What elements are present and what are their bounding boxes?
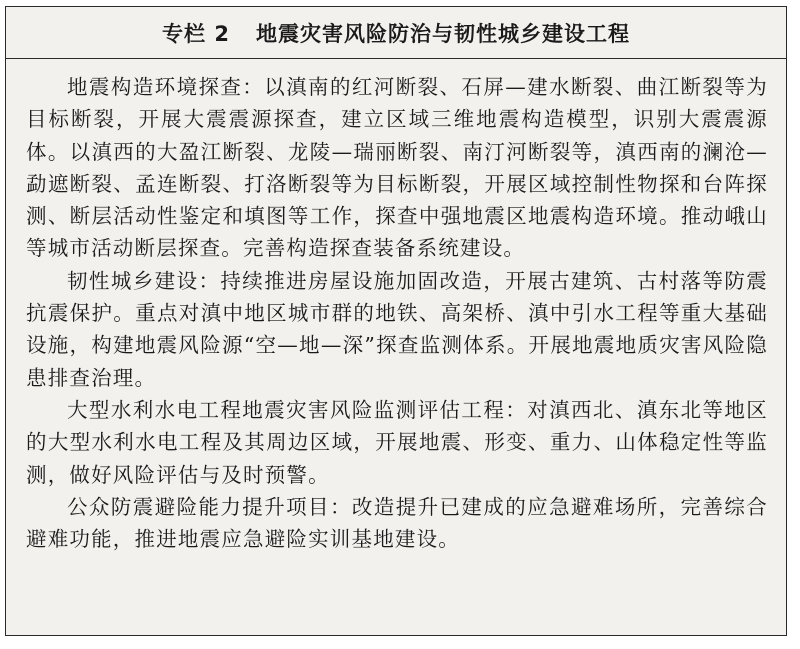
column-box bbox=[5, 6, 787, 636]
column-body bbox=[6, 59, 786, 555]
column-label: 专栏 2 bbox=[162, 21, 230, 46]
paragraph-seismic-survey: 地震构造环境探查：以滇南的红河断裂、石屏—建水断裂、曲江断裂等为目标断裂，开展大震震源探查，建立区域三维地震构造模型，识别大震震源体。以滇西的大盈江断裂、龙陵—瑞丽断裂、南汀河断裂等，滇西南的澜沧—勐遮断裂、孟连断裂、打洛断裂等为目标断裂，开展区域控制性物探和台阵探测、断层活动性鉴定和填图等工作，探查中强地震区地震构造环境。推动峨山等城市活动断层探查。完善构造探查装备系统建设。 bbox=[26, 75, 768, 261]
paragraph-resilient-construction: 韧性城乡建设：持续推进房屋设施加固改造，开展古建筑、古村落等防震抗震保护。重点对滇中地区城市群的地铁、高架桥、滇中引水工程等重大基础设施，构建地震风险源“空—地—深”探查监测体系。开展地震地质灾害风险隐患排查治理。 bbox=[26, 268, 768, 390]
paragraph-public-preparedness: 公众防震避险能力提升项目：改造提升已建成的应急避难场所，完善综合避难功能，推进地震应急避险实训基地建设。 bbox=[26, 494, 768, 552]
column-header bbox=[6, 7, 786, 59]
paragraph-hydro-monitoring: 大型水利水电工程地震灾害风险监测评估工程：对滇西北、滇东北等地区的大型水利水电工程及其周边区域，开展地震、形变、重力、山体稳定性等监测，做好风险评估与及时预警。 bbox=[26, 397, 768, 487]
column-title: 地震灾害风险防治与韧性城乡建设工程 bbox=[255, 21, 630, 46]
